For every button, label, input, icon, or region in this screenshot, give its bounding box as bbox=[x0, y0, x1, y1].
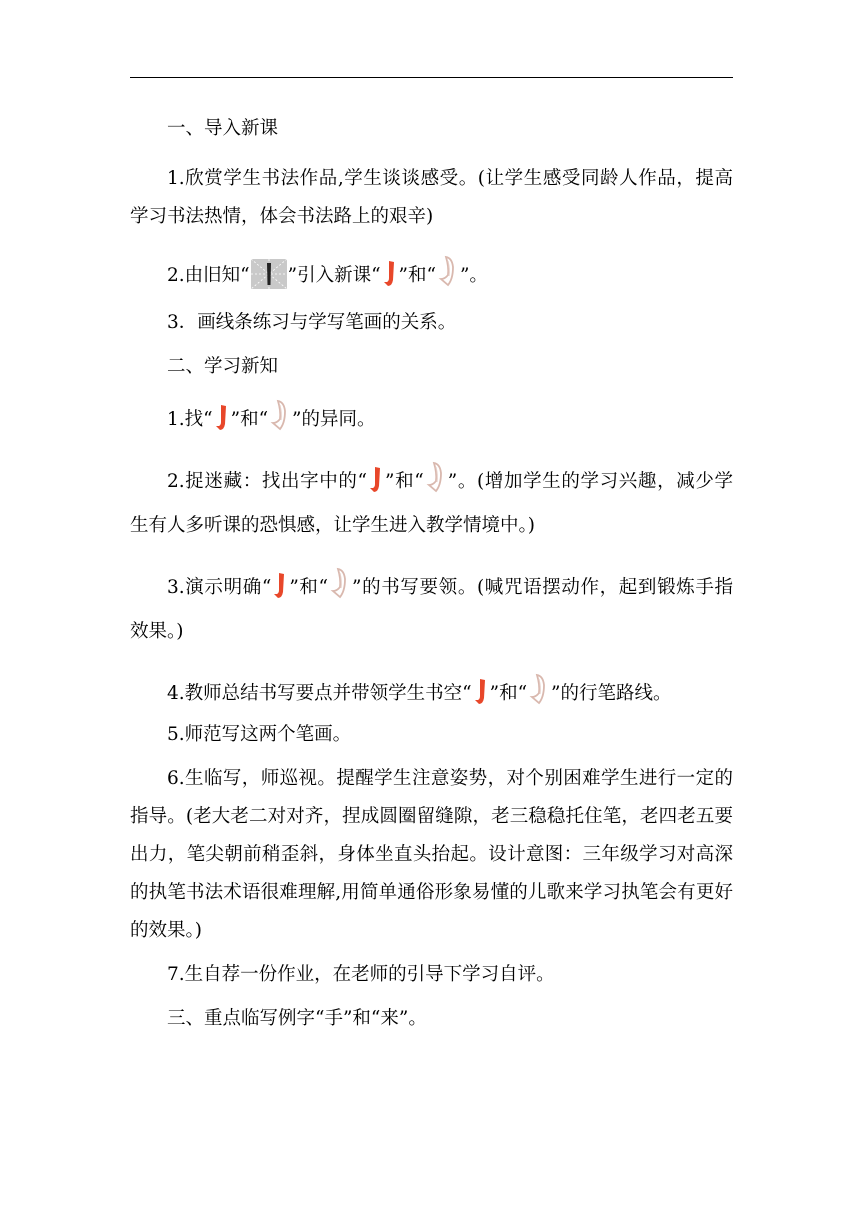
paragraph-demonstrate: 3.演示明确“ ”和“ ”的书写要领。(喊咒语摆动作，起到锻炼手指效果。) bbox=[130, 566, 733, 654]
lesson-body bbox=[130, 110, 733, 1038]
vertical-hook-stroke-icon bbox=[368, 465, 384, 495]
paragraph-self-evaluation: 7.生自荐一份作业，在老师的引导下学习自评。 bbox=[167, 964, 555, 985]
section-heading-intro: 一、导入新课 bbox=[167, 118, 279, 139]
bent-hook-stroke-icon bbox=[425, 461, 447, 495]
paragraph-find-differences: 1.找“ ”和“ ”的异同。 bbox=[130, 398, 733, 442]
paragraph-line-practice: 3．画线条练习与学写笔画的关系。 bbox=[167, 312, 457, 333]
paragraph-summarize: 4.教师总结书写要点并带领学生书空“ ”和“ ”的行笔路线。 bbox=[130, 672, 733, 716]
vertical-hook-stroke-icon bbox=[382, 259, 398, 289]
vertical-hook-stroke-icon bbox=[272, 571, 288, 601]
bent-hook-stroke-icon bbox=[329, 567, 351, 601]
bent-hook-stroke-icon bbox=[528, 673, 550, 707]
vertical-hook-stroke-icon bbox=[473, 677, 489, 707]
bent-hook-stroke-icon bbox=[269, 399, 291, 433]
bent-hook-stroke-icon bbox=[437, 255, 459, 289]
section-heading-key-practice: 三、重点临写例字“手”和“来”。 bbox=[167, 1008, 427, 1029]
header-rule bbox=[130, 77, 733, 78]
paragraph-teacher-demo: 5.师范写这两个笔画。 bbox=[167, 724, 352, 745]
paragraph-student-practice: 6.生临写，师巡视。提醒学生注意姿势，对个别困难学生进行一定的指导。(老大老二对对齐，捏成圆圈留缝隙，老三稳稳托住笔，老四老五要出力，笔尖朝前稍歪斜，身体坐直头抬起。设计意图：三年级学习对高深的执笔书法术语很难理解,用简单通俗形象易懂的儿歌来学习执笔会有更好的效果。) bbox=[130, 768, 733, 941]
vertical-hook-stroke-icon bbox=[214, 403, 230, 433]
paragraph-old-to-new: 2.由旧知“ ”引入新课“ ”和“ ”。 bbox=[130, 254, 733, 298]
section-heading-learn: 二、学习新知 bbox=[167, 356, 279, 377]
paragraph-appreciate-works: 1.欣赏学生书法作品,学生谈谈感受。(让学生感受同龄人作品，提高学习书法热情，体会书法路上的艰辛) bbox=[130, 168, 733, 227]
paragraph-hide-and-seek: 2.捉迷藏：找出字中的“ ”和“ ”。(增加学生的学习兴趣，减少学生有人多听课的恐惧感，让学生进入教学情境中。) bbox=[130, 460, 733, 548]
vertical-stroke-grid-icon bbox=[251, 259, 287, 289]
